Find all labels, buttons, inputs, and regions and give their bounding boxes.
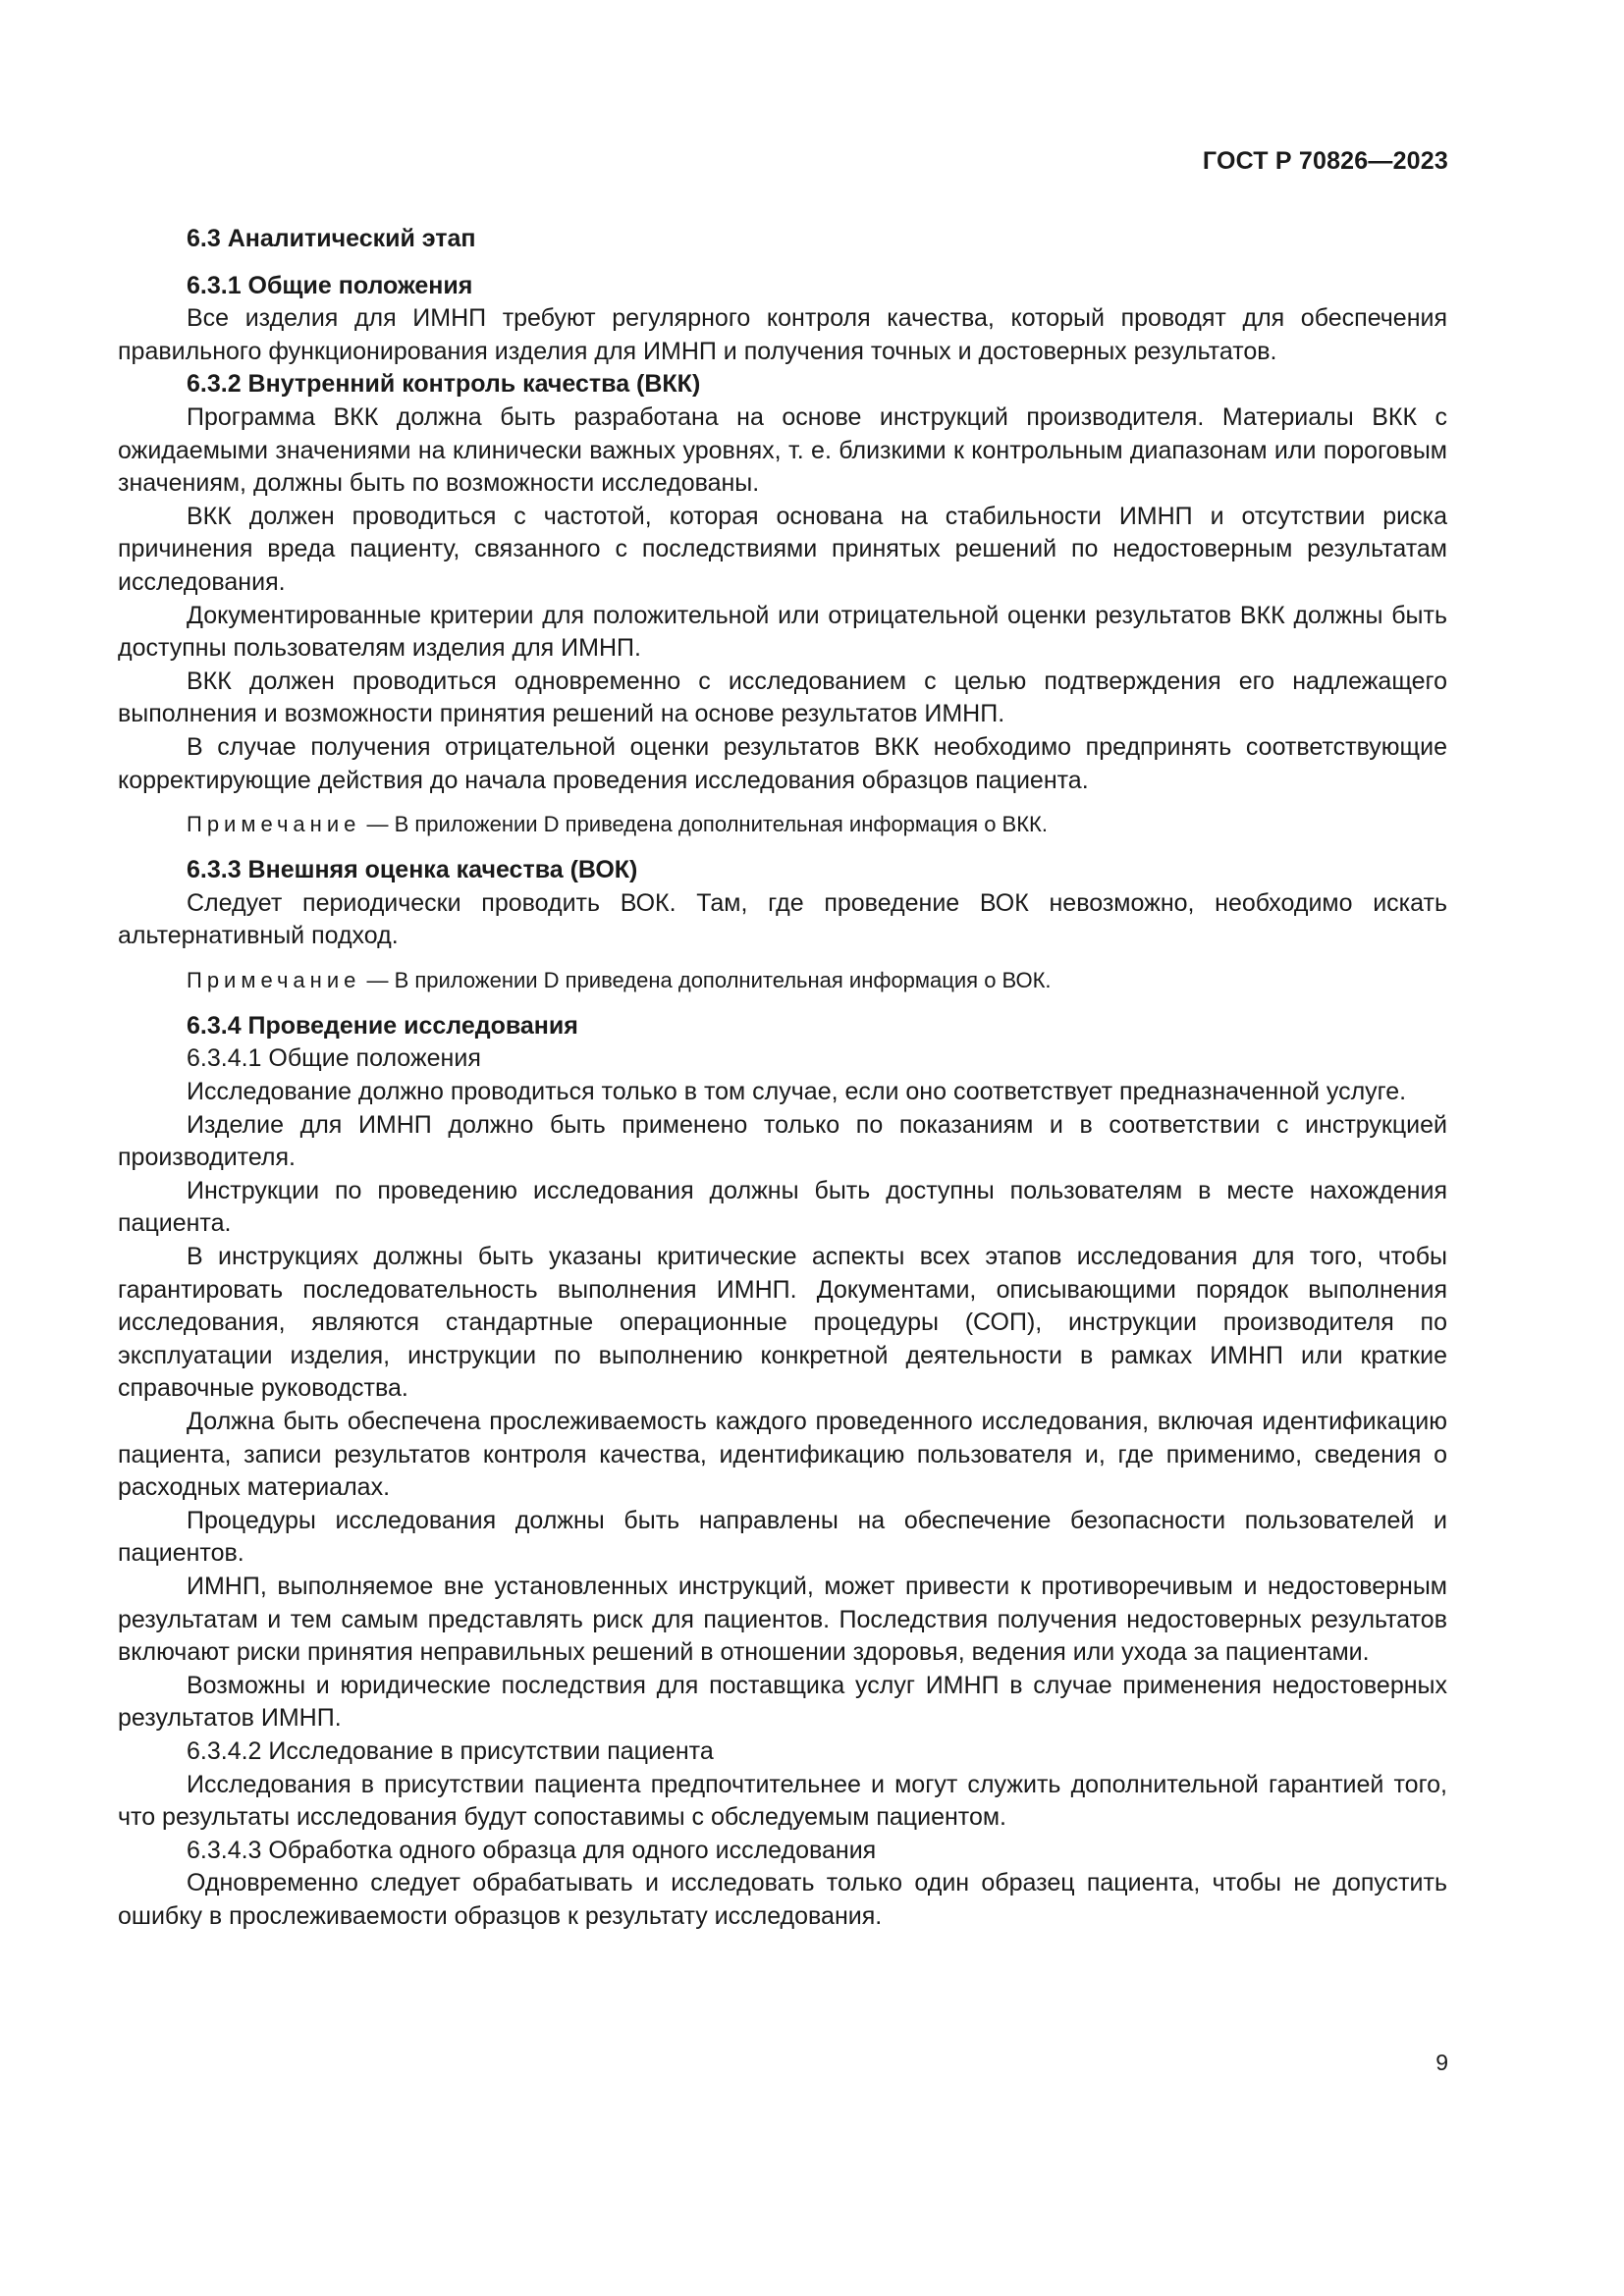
paragraph: Должна быть обеспечена прослеживаемость каждого проведенного исследования, включая идентификацию пациента, записи результатов контроля качества, идентификацию пользователя и, где применимо, сведения о расходных материалах. <box>118 1408 1447 1502</box>
paragraph: ИМНП, выполняемое вне установленных инструкций, может привести к противоречивым и недостоверным результатам и тем самым представлять риск для пациентов. Последствия получения недостоверных результатов включают риски принятия неправильных решений в отношении здоровья, ведения или ухода за пациентами. <box>118 1572 1447 1667</box>
note-text: — В приложении D приведена дополнительная информация о ВОК. <box>360 967 1052 992</box>
subsection-6-3-4-2-title: 6.3.4.2 Исследование в присутствии пациента <box>187 1736 714 1765</box>
page-number: 9 <box>1435 2050 1448 2075</box>
paragraph: ВКК должен проводиться с частотой, которая основана на стабильности ИМНП и отсутствии риска причинения вреда пациенту, связанного с последствиями принятых решений по недостоверным результатам исследования. <box>118 502 1447 596</box>
subsection-6-3-4-1-title: 6.3.4.1 Общие положения <box>187 1044 481 1073</box>
section-6-3-2-title: 6.3.2 Внутренний контроль качества (ВКК) <box>187 370 701 399</box>
paragraph: Все изделия для ИМНП требуют регулярного контроля качества, который проводят для обеспечения правильного функционирования изделия для ИМНП и получения точных и достоверных результатов. <box>118 304 1447 365</box>
paragraph: Следует периодически проводить ВОК. Там, где проведение ВОК невозможно, необходимо искать альтернативный подход. <box>118 888 1447 950</box>
note-label: Примечание <box>187 967 361 992</box>
subsection-6-3-4-3-title: 6.3.4.3 Обработка одного образца для одного исследования <box>187 1836 877 1864</box>
paragraph: В инструкциях должны быть указаны критические аспекты всех этапов исследования для того, чтобы гарантировать последовательность выполнения ИМНП. Документами, описывающими порядок выполнения исследования, являются стандартные операционные процедуры (СОП), инструкции производителя по эксплуатации изделия, инструкции по выполнению конкретной деятельности в рамках ИМНП или краткие справочные руководства. <box>118 1243 1447 1403</box>
paragraph: ВКК должен проводиться одновременно с исследованием с целью подтверждения его надлежащего выполнения и возможности принятия решений на основе результатов ИМНП. <box>118 667 1447 728</box>
paragraph: Возможны и юридические последствия для поставщика услуг ИМНП в случае применения недостоверных результатов ИМНП. <box>118 1671 1447 1733</box>
document-header: ГОСТ Р 70826—2023 <box>1202 147 1448 175</box>
paragraph: Исследования в присутствии пациента предпочтительнее и могут служить дополнительной гарантией того, что результаты исследования будут сопоставимы с обследуемым пациентом. <box>118 1770 1447 1832</box>
paragraph: Исследование должно проводиться только в том случае, если оно соответствует предназначенной услуге. <box>187 1078 1407 1106</box>
note-label: Примечание <box>187 812 361 837</box>
note-vok <box>118 967 1447 994</box>
section-6-3-title: 6.3 Аналитический этап <box>187 225 476 252</box>
section-6-3-3-title: 6.3.3 Внешняя оценка качества (ВОК) <box>187 856 638 884</box>
paragraph: Документированные критерии для положительной или отрицательной оценки результатов ВКК должны быть доступны пользователям изделия для ИМНП. <box>118 601 1447 663</box>
paragraph: Инструкции по проведению исследования должны быть доступны пользователям в месте нахождения пациента. <box>118 1176 1447 1238</box>
section-6-3-1-title: 6.3.1 Общие положения <box>187 271 473 299</box>
paragraph: В случае получения отрицательной оценки результатов ВКК необходимо предпринять соответствующие корректирующие действия до начала проведения исследования образцов пациента. <box>118 732 1447 794</box>
document-body <box>118 223 1447 1934</box>
note-vkk <box>118 811 1447 838</box>
paragraph: Изделие для ИМНП должно быть применено только по показаниям и в соответствии с инструкцией производителя. <box>118 1110 1447 1172</box>
paragraph: Одновременно следует обрабатывать и исследовать только один образец пациента, чтобы не допустить ошибку в прослеживаемости образцов к результату исследования. <box>118 1869 1447 1930</box>
section-6-3-4-title: 6.3.4 Проведение исследования <box>187 1011 578 1040</box>
paragraph: Программа ВКК должна быть разработана на основе инструкций производителя. Материалы ВКК с ожидаемыми значениями на клинически важных уровнях, т. е. близкими к контрольным диапазонам или пороговым значениям, должны быть по возможности исследованы. <box>118 402 1447 498</box>
note-text: — В приложении D приведена дополнительная информация о ВКК. <box>360 812 1048 837</box>
paragraph: Процедуры исследования должны быть направлены на обеспечение безопасности пользователей и пациентов. <box>118 1506 1447 1568</box>
